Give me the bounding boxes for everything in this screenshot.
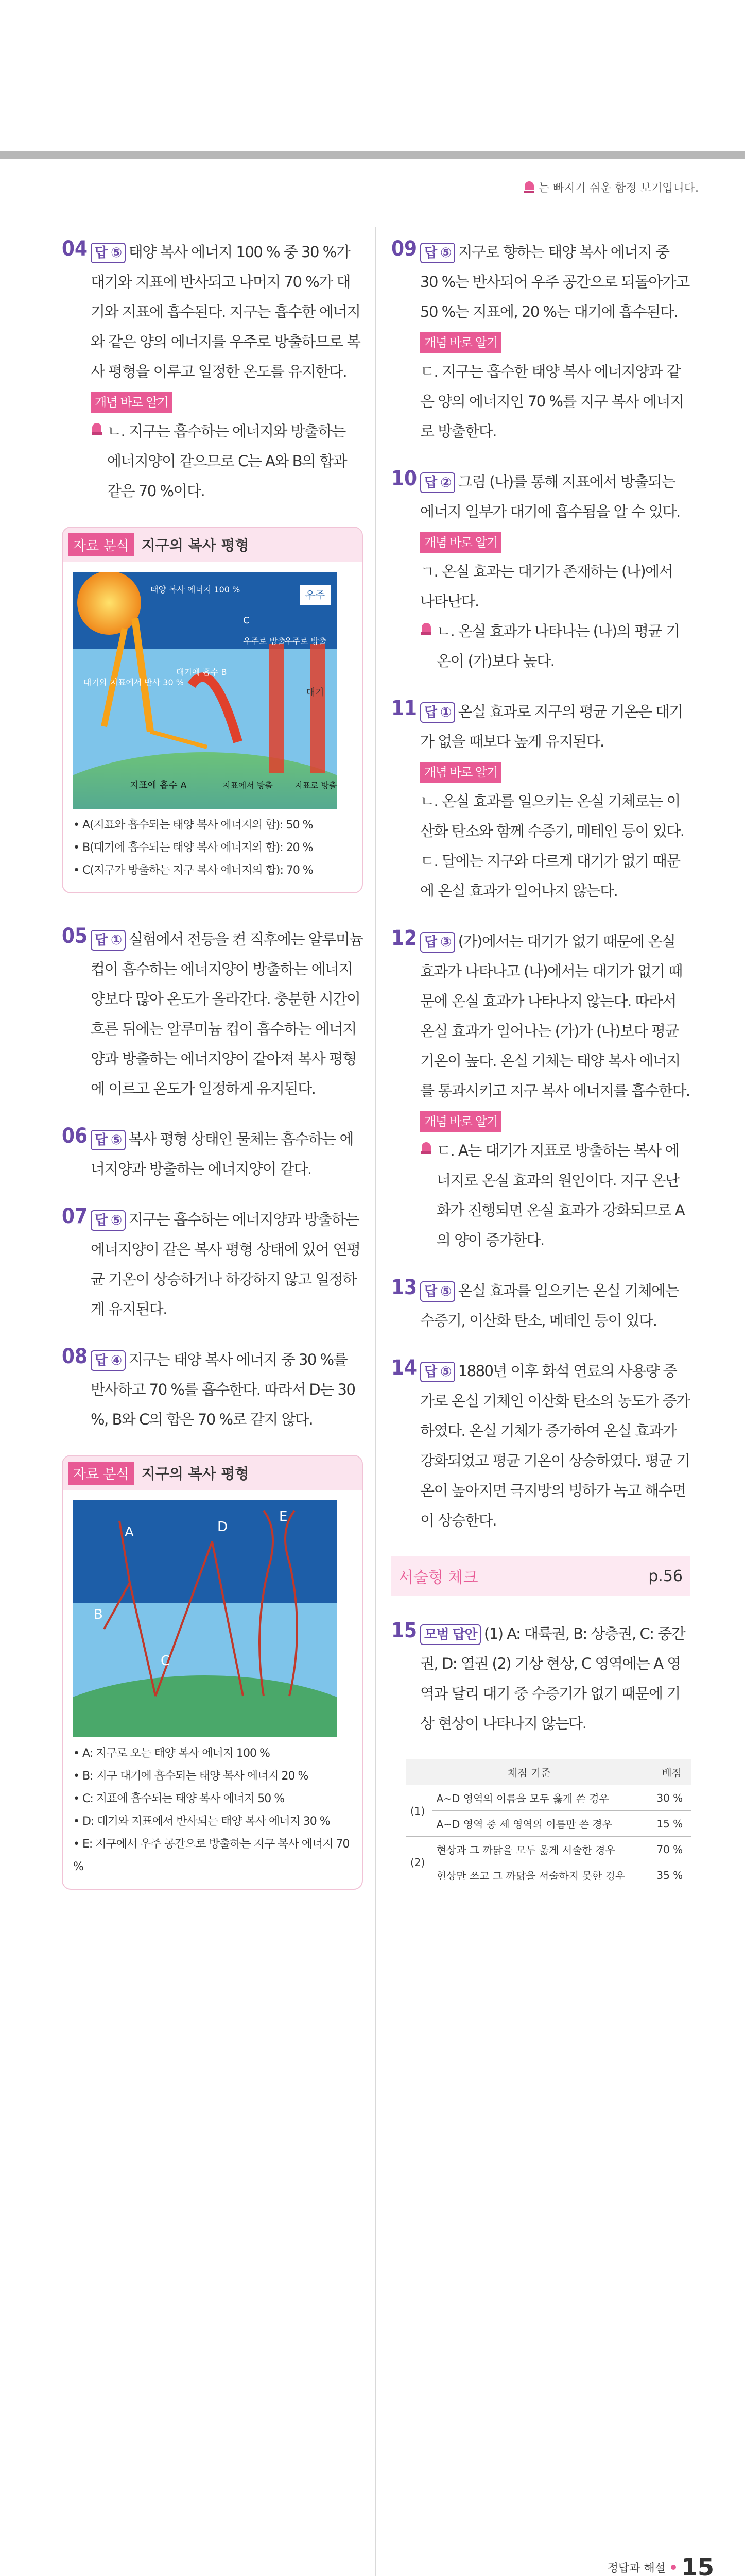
label-b: B [94, 1607, 103, 1622]
trap-hint [523, 179, 699, 195]
explanation: 온실 효과를 일으키는 온실 기체에는 수증기, 이산화 탄소, 메테인 등이 있다. [420, 1282, 679, 1329]
explanation: (1) A: 대륙권, B: 상층권, C: 중간권, D: 열권 (2) 기상 현상, C 영역에는 A 영역과 달리 대기 중 수증기가 없기 때문에 기상 현상이 나타나지 않는다. [420, 1625, 685, 1732]
note-text: ㄱ. 온실 효과는 대기가 존재하는 (나)에서 나타난다. [420, 563, 673, 610]
explanation: 태양 복사 에너지 100 % 중 30 %가 대기와 지표에 반사되고 나머지 70 %가 대기와 지표에 흡수된다. 지구는 흡수한 에너지와 같은 양의 에너지를 우주로 방출하므로 복사 평형을 이루고 일정한 온도를 유지한다. [91, 243, 360, 380]
right-column [391, 237, 690, 1888]
table-cell: 35 % [652, 1862, 691, 1888]
explanation: (가)에서는 대기가 없기 때문에 온실 효과가 나타나고 (나)에서는 대기가 없기 때문에 온실 효과가 나타나지 않는다. 따라서 온실 효과가 일어나는 (가)가 (나)보다 평균 기온이 높다. 온실 기체는 태양 복사 에너지를 통과시키고 지구 복사 에너지를 흡수한다. [420, 933, 690, 1099]
table-row [406, 1785, 691, 1811]
panel-legend [63, 809, 362, 882]
answer-badge: 답 ⑤ [420, 1281, 455, 1302]
explanation: 지구는 흡수하는 에너지양과 방출하는 에너지양이 같은 복사 평형 상태에 있어 연평균 기온이 상승하거나 하강하지 않고 일정하게 유지된다. [91, 1211, 360, 1318]
answer-badge: 답 ⑤ [420, 1362, 455, 1382]
panel-label: 자료 분석 [68, 533, 134, 556]
answer-item [62, 1345, 363, 1434]
trap-note [420, 1136, 690, 1255]
left-column [62, 237, 363, 1921]
concept-tag: 개념 바로 알기 [420, 332, 501, 353]
legend-line: • C(지구가 방출하는 지구 복사 에너지의 합): 70 % [73, 864, 313, 877]
table-cell: (2) [406, 1837, 432, 1888]
label-sun: 태양 복사 에너지 100 % [150, 585, 240, 595]
note-text: ㄴ. 온실 효과가 나타나는 (나)의 평균 기온이 (가)보다 높다. [437, 622, 680, 670]
analysis-panel-2 [62, 1455, 363, 1890]
label-e: E [279, 1509, 288, 1524]
footer-dot [671, 2565, 676, 2570]
item-number: 11 [391, 697, 418, 720]
explanation: 온실 효과로 지구의 평균 기온은 대기가 없을 때보다 높게 유지된다. [420, 703, 683, 750]
answer-item [391, 237, 690, 446]
radiation-balance-diagram [73, 572, 337, 809]
item-number: 04 [62, 237, 88, 261]
item-number: 10 [391, 467, 418, 490]
answer-badge: 답 ② [420, 472, 455, 493]
note-text: ㄷ. 지구는 흡수한 태양 복사 에너지양과 같은 양의 에너지인 70 %를 지구 복사 에너지로 방출한다. [420, 363, 684, 440]
answer-item [62, 1205, 363, 1324]
page-number: 15 [681, 2553, 714, 2576]
label-rad2: 지표로 방출 [294, 781, 337, 790]
label-reflect: 대기와 지표에서 반사 30 % [83, 677, 184, 687]
answer-item [391, 1356, 690, 1535]
answer-badge: 답 ① [91, 930, 126, 951]
table-header: 채점 기준 [406, 1759, 652, 1785]
trap-icon [523, 180, 535, 195]
top-rule [0, 151, 745, 159]
hint-text: 는 빠지기 쉬운 함정 보기입니다. [538, 182, 699, 195]
concept-tag: 개념 바로 알기 [420, 532, 501, 553]
table-row [406, 1862, 691, 1888]
table-cell: (1) [406, 1785, 432, 1837]
answer-item [391, 1276, 690, 1335]
table-cell: A~D 영역의 이름을 모두 옳게 쓴 경우 [432, 1785, 652, 1811]
answer-item [391, 467, 690, 676]
item-number: 15 [391, 1619, 418, 1642]
item-number: 09 [391, 237, 418, 261]
panel-title: 지구의 복사 평형 [141, 1465, 249, 1482]
legend-line: • B: 지구 대기에 흡수되는 태양 복사 에너지 20 % [73, 1770, 308, 1783]
trap-icon [420, 616, 432, 631]
panel-title: 지구의 복사 평형 [141, 537, 249, 554]
panel-legend [63, 1737, 362, 1878]
answer-badge: 답 ④ [91, 1350, 126, 1371]
section-title: 서술형 체크 [399, 1569, 478, 1587]
answer-badge: 답 ⑤ [91, 1130, 126, 1150]
label-atm: 대기 [306, 687, 324, 698]
answer-badge: 답 ⑤ [91, 1210, 126, 1231]
explanation: 실험에서 전등을 켠 직후에는 알루미늄 컵이 흡수하는 에너지양이 방출하는 에너지양보다 많아 온도가 올라간다. 충분한 시간이 흐른 뒤에는 알루미늄 컵이 흡수하는 에너지양과 방출하는 에너지양이 같아져 복사 평형에 이르고 온도가 일정하게 유지된다. [91, 930, 363, 1097]
column-divider [375, 227, 376, 2576]
label-sp1: 우주로 방출 [243, 636, 286, 646]
trap-note [420, 616, 690, 676]
label-sp2: 우주로 방출 [284, 636, 327, 646]
explanation: 1880년 이후 화석 연료의 사용량 증가로 온실 기체인 이산화 탄소의 농도가 증가하였다. 온실 기체가 증가하여 온실 효과가 강화되었고 평균 기온이 상승하였다. 평균 기온이 높아지면 극지방의 빙하가 녹고 해수면이 상승한다. [420, 1362, 690, 1529]
table-cell: 70 % [652, 1837, 691, 1862]
answer-badge: 답 ① [420, 702, 455, 723]
table-cell: A~D 영역 중 세 영역의 이름만 쓴 경우 [432, 1811, 652, 1837]
legend-line: • A(지표와 흡수되는 태양 복사 에너지의 합): 50 % [73, 819, 313, 832]
item-number: 12 [391, 926, 418, 950]
table-cell: 현상만 쓰고 그 까닭을 서술하지 못한 경우 [432, 1862, 652, 1888]
section-page-ref: p.56 [648, 1567, 683, 1585]
note-text: ㄴ. 온실 효과를 일으키는 온실 기체로는 이산화 탄소와 함께 수증기, 메테인 등이 있다. [420, 792, 684, 840]
note-text: ㄷ. A는 대기가 지표로 방출하는 복사 에너지로 온실 효과의 원인이다. 지구 온난화가 진행되면 온실 효과가 강화되므로 A의 양이 증가한다. [437, 1142, 685, 1249]
explanation: 그림 (나)를 통해 지표에서 방출되는 에너지 일부가 대기에 흡수됨을 알 수 있다. [420, 473, 680, 520]
trap-icon [91, 416, 103, 431]
legend-line: • C: 지표에 흡수되는 태양 복사 에너지 50 % [73, 1792, 285, 1805]
legend-line: • D: 대기와 지표에서 반사되는 태양 복사 에너지 30 % [73, 1815, 330, 1828]
label-d: D [217, 1519, 228, 1535]
explanation: 복사 평형 상태인 물체는 흡수하는 에너지양과 방출하는 에너지양이 같다. [91, 1130, 353, 1178]
page-footer [608, 2553, 714, 2576]
concept-tag: 개념 바로 알기 [91, 392, 172, 413]
item-number: 05 [62, 924, 88, 948]
answer-item [391, 697, 690, 906]
label-a: A [125, 1524, 134, 1540]
answer-item [62, 1124, 363, 1184]
analysis-panel-1 [62, 527, 363, 893]
label-rad1: 지표에서 방출 [222, 781, 273, 790]
legend-line: • A: 지구로 오는 태양 복사 에너지 100 % [73, 1747, 270, 1760]
item-number: 06 [62, 1124, 88, 1148]
note-text: ㄷ. 달에는 지구와 다르게 대기가 없기 때문에 온실 효과가 일어나지 않는다. [420, 852, 680, 900]
sun-icon [77, 572, 141, 635]
answer-badge: 답 ⑤ [91, 243, 126, 263]
answer-item [391, 1619, 690, 1738]
item-number: 13 [391, 1276, 418, 1299]
answer-item [62, 924, 363, 1104]
scoring-table [406, 1759, 691, 1888]
label-c: C [243, 615, 250, 626]
note-text: ㄴ. 지구는 흡수하는 에너지와 방출하는 에너지양이 같으므로 C는 A와 B의 합과 같은 70 %이다. [107, 422, 347, 500]
label-absorbB: 대기에 흡수 B [176, 667, 227, 677]
label-space: 우주 [305, 589, 325, 601]
answer-item [62, 237, 363, 506]
table-cell: 30 % [652, 1785, 691, 1811]
section-bar [391, 1556, 690, 1596]
explanation: 지구로 향하는 태양 복사 에너지 중 30 %는 반사되어 우주 공간으로 되돌아가고 50 %는 지표에, 20 %는 대기에 흡수된다. [420, 243, 689, 320]
concept-tag: 개념 바로 알기 [420, 762, 501, 783]
panel-label: 자료 분석 [68, 1462, 134, 1485]
trap-note [91, 416, 363, 506]
table-header: 배점 [652, 1759, 691, 1785]
item-number: 07 [62, 1205, 88, 1228]
table-row [406, 1837, 691, 1862]
answer-badge: 모범 답안 [420, 1624, 481, 1645]
label-c: C [161, 1653, 170, 1669]
table-cell: 현상과 그 까닭을 모두 옳게 서술한 경우 [432, 1837, 652, 1862]
trap-icon [420, 1136, 432, 1150]
answer-badge: 답 ⑤ [420, 243, 455, 263]
table-row [406, 1811, 691, 1837]
explanation: 지구는 태양 복사 에너지 중 30 %를 반사하고 70 %를 흡수한다. 따라서 D는 30 %, B와 C의 합은 70 %로 같지 않다. [91, 1351, 355, 1428]
item-number: 14 [391, 1356, 418, 1380]
footer-label: 정답과 해설 [607, 2562, 666, 2575]
table-cell: 15 % [652, 1811, 691, 1837]
legend-line: • B(대기에 흡수되는 태양 복사 에너지의 합): 20 % [73, 841, 313, 854]
answer-item [391, 926, 690, 1255]
answer-badge: 답 ③ [420, 932, 455, 953]
label-absorbA: 지표에 흡수 A [130, 780, 187, 791]
energy-flow-diagram [73, 1500, 337, 1737]
concept-tag: 개념 바로 알기 [420, 1111, 501, 1132]
item-number: 08 [62, 1345, 88, 1368]
legend-line: • E: 지구에서 우주 공간으로 방출하는 지구 복사 에너지 70 % [73, 1838, 350, 1873]
